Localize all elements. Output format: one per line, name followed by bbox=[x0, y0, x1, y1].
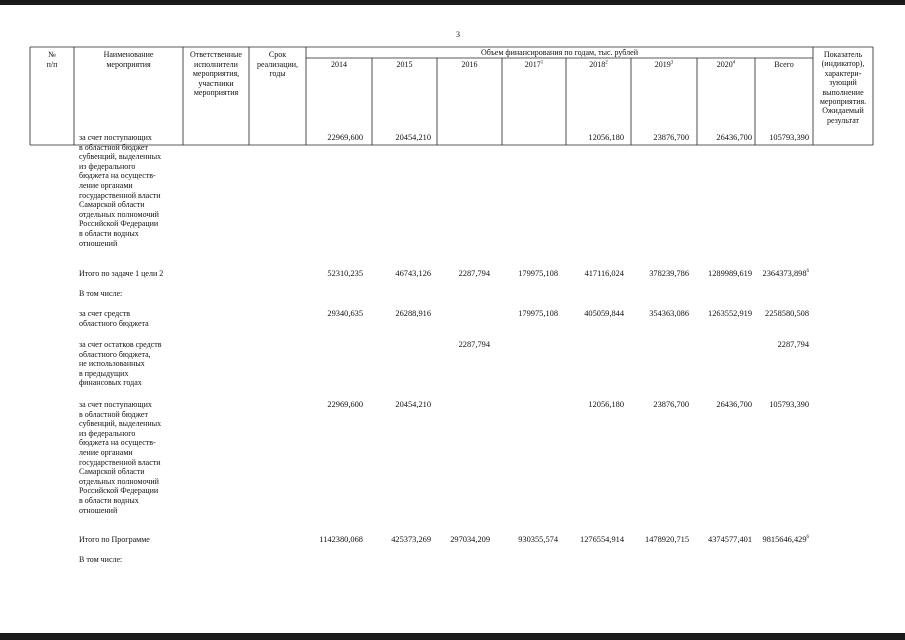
header-year-label: 2020 bbox=[716, 60, 733, 69]
row-label: за счет остатков средств областного бюджета, не использованных в предыдущих финансовых годах bbox=[79, 340, 162, 388]
header-col-responsible: Ответственные исполнители мероприятия, участники мероприятия bbox=[190, 50, 242, 97]
row-value: 26436,700 bbox=[716, 133, 752, 142]
row-value-cell bbox=[645, 535, 689, 545]
row-value: 4374577,401 bbox=[708, 535, 752, 544]
row-value-cell bbox=[653, 400, 689, 410]
row-value: 1289989,619 bbox=[708, 269, 752, 278]
row-value-cell bbox=[765, 309, 809, 319]
row-value: 12056,180 bbox=[588, 133, 624, 142]
row-value: 2258580,508 bbox=[765, 309, 809, 318]
row-value-cell bbox=[588, 133, 624, 143]
row-value-cell bbox=[588, 400, 624, 410]
header-year-3 bbox=[502, 60, 566, 70]
row-value: 26436,700 bbox=[716, 400, 752, 409]
row-value-cell bbox=[459, 340, 490, 350]
header-col-number: № п/п bbox=[46, 50, 58, 69]
header-year-label: 2016 bbox=[461, 60, 478, 69]
row-value: 26288,916 bbox=[395, 309, 431, 318]
row-value-cell bbox=[391, 535, 431, 545]
row-value-cell bbox=[763, 269, 809, 279]
row-label: за счет поступающих в областной бюджет субвенций, выделенных из федерального бюджета на осуществ- ление органами государственной власти Самарской области отдельных полномочий Российской Федерации в области водных отношений bbox=[79, 400, 162, 515]
row-value: 23876,700 bbox=[653, 133, 689, 142]
row-value-cell bbox=[708, 269, 752, 279]
header-year-0 bbox=[306, 60, 372, 70]
row-value-cell bbox=[395, 400, 431, 410]
row-label: за счет поступающих в областной бюджет субвенций, выделенных из федерального бюджета на осуществ- ление органами государственной власти Самарской области отдельных полномочий Российской Федерации в области водных отношений bbox=[79, 133, 162, 248]
row-value-cell bbox=[518, 269, 558, 279]
row-value: 46743,126 bbox=[395, 269, 431, 278]
header-year-4 bbox=[566, 60, 631, 70]
header-year-7 bbox=[755, 60, 813, 70]
row-value: 930355,574 bbox=[518, 535, 558, 544]
row-value: 20454,210 bbox=[395, 133, 431, 142]
row-value: 22969,600 bbox=[327, 133, 363, 142]
row-value-cell bbox=[716, 133, 752, 143]
row-value-cell bbox=[395, 269, 431, 279]
row-value: 417116,024 bbox=[584, 269, 624, 278]
row-label: за счет средств областного бюджета bbox=[79, 309, 149, 328]
row-value-cell bbox=[395, 133, 431, 143]
bottom-border-bar bbox=[0, 633, 905, 640]
row-value-cell bbox=[319, 535, 363, 545]
row-label: В том числе: bbox=[79, 555, 123, 564]
row-value-cell bbox=[327, 133, 363, 143]
header-col-indicator: Показатель (индикатор), характери- зующий выполнение мероприятия. Ожидаемый результат bbox=[819, 50, 867, 125]
row-value-cell bbox=[459, 269, 490, 279]
header-year-label: 2015 bbox=[396, 60, 413, 69]
row-value: 29340,635 bbox=[327, 309, 363, 318]
row-value-cell bbox=[649, 309, 689, 319]
header-year-footnote: 4 bbox=[732, 60, 736, 66]
page-number: 3 bbox=[456, 30, 460, 39]
header-year-2 bbox=[437, 60, 502, 70]
header-year-label: 2019 bbox=[654, 60, 671, 69]
header-year-label: 2017 bbox=[524, 60, 541, 69]
row-value: 12056,180 bbox=[588, 400, 624, 409]
row-value-cell bbox=[518, 535, 558, 545]
header-year-1 bbox=[372, 60, 437, 70]
row-value: 378239,786 bbox=[649, 269, 689, 278]
header-year-label: Всего bbox=[774, 60, 794, 69]
header-year-6 bbox=[697, 60, 755, 70]
row-value-cell bbox=[778, 340, 809, 350]
row-value: 2287,794 bbox=[458, 269, 490, 278]
row-value-cell bbox=[708, 309, 752, 319]
row-value: 2364373,898 bbox=[762, 269, 807, 278]
row-value-cell bbox=[585, 269, 624, 279]
row-value: 1263552,919 bbox=[708, 309, 752, 318]
header-col-term: Срок реализации, годы bbox=[256, 50, 299, 78]
row-value: 9815646,429 bbox=[762, 535, 807, 544]
row-value-cell bbox=[395, 309, 431, 319]
row-value-cell bbox=[450, 535, 490, 545]
row-value-cell bbox=[763, 535, 809, 545]
row-value-cell bbox=[584, 309, 624, 319]
row-value: 1142380,068 bbox=[319, 535, 363, 544]
row-value-cell bbox=[708, 535, 752, 545]
row-value: 179975,108 bbox=[518, 269, 558, 278]
header-year-label: 2018 bbox=[589, 60, 606, 69]
row-value: 20454,210 bbox=[395, 400, 431, 409]
row-total-footnote: 6 bbox=[806, 535, 809, 541]
row-value: 405059,844 bbox=[584, 309, 624, 318]
row-value-cell bbox=[716, 400, 752, 410]
row-value: 2287,794 bbox=[777, 340, 809, 349]
row-value: 52310,235 bbox=[327, 269, 363, 278]
row-total-footnote: 6 bbox=[806, 269, 809, 275]
row-value: 105793,390 bbox=[769, 400, 809, 409]
row-value: 2287,794 bbox=[458, 340, 490, 349]
row-value: 23876,700 bbox=[653, 400, 689, 409]
row-value: 354363,086 bbox=[649, 309, 689, 318]
row-value-cell bbox=[518, 309, 558, 319]
row-value-cell bbox=[327, 269, 363, 279]
header-col-name: Наименование мероприятия bbox=[103, 50, 154, 69]
row-value: 297034,209 bbox=[450, 535, 490, 544]
row-label: Итого по Программе bbox=[79, 535, 150, 544]
header-year-label: 2014 bbox=[331, 60, 347, 69]
row-label: Итого по задаче 1 цели 2 bbox=[79, 269, 164, 278]
row-label: В том числе: bbox=[79, 289, 123, 298]
row-value-cell bbox=[327, 309, 363, 319]
row-value: 1276554,914 bbox=[580, 535, 624, 544]
row-value: 179975,108 bbox=[518, 309, 558, 318]
row-value-cell bbox=[769, 133, 809, 143]
header-year-footnote: 2 bbox=[605, 60, 608, 66]
header-year-footnote: 1 bbox=[540, 60, 544, 66]
row-value-cell bbox=[769, 400, 809, 410]
row-value-cell bbox=[327, 400, 363, 410]
row-value-cell bbox=[580, 535, 624, 545]
row-value: 22969,600 bbox=[327, 400, 363, 409]
header-year-footnote: 3 bbox=[670, 60, 674, 66]
row-value: 1478920,715 bbox=[645, 535, 689, 544]
row-value-cell bbox=[649, 269, 689, 279]
row-value-cell bbox=[653, 133, 689, 143]
row-value: 105793,390 bbox=[769, 133, 809, 142]
header-year-5 bbox=[631, 60, 697, 70]
header-col-funding: Объем финансирования по годам, тыс. рублей bbox=[481, 48, 638, 57]
row-value: 425373,269 bbox=[391, 535, 431, 544]
